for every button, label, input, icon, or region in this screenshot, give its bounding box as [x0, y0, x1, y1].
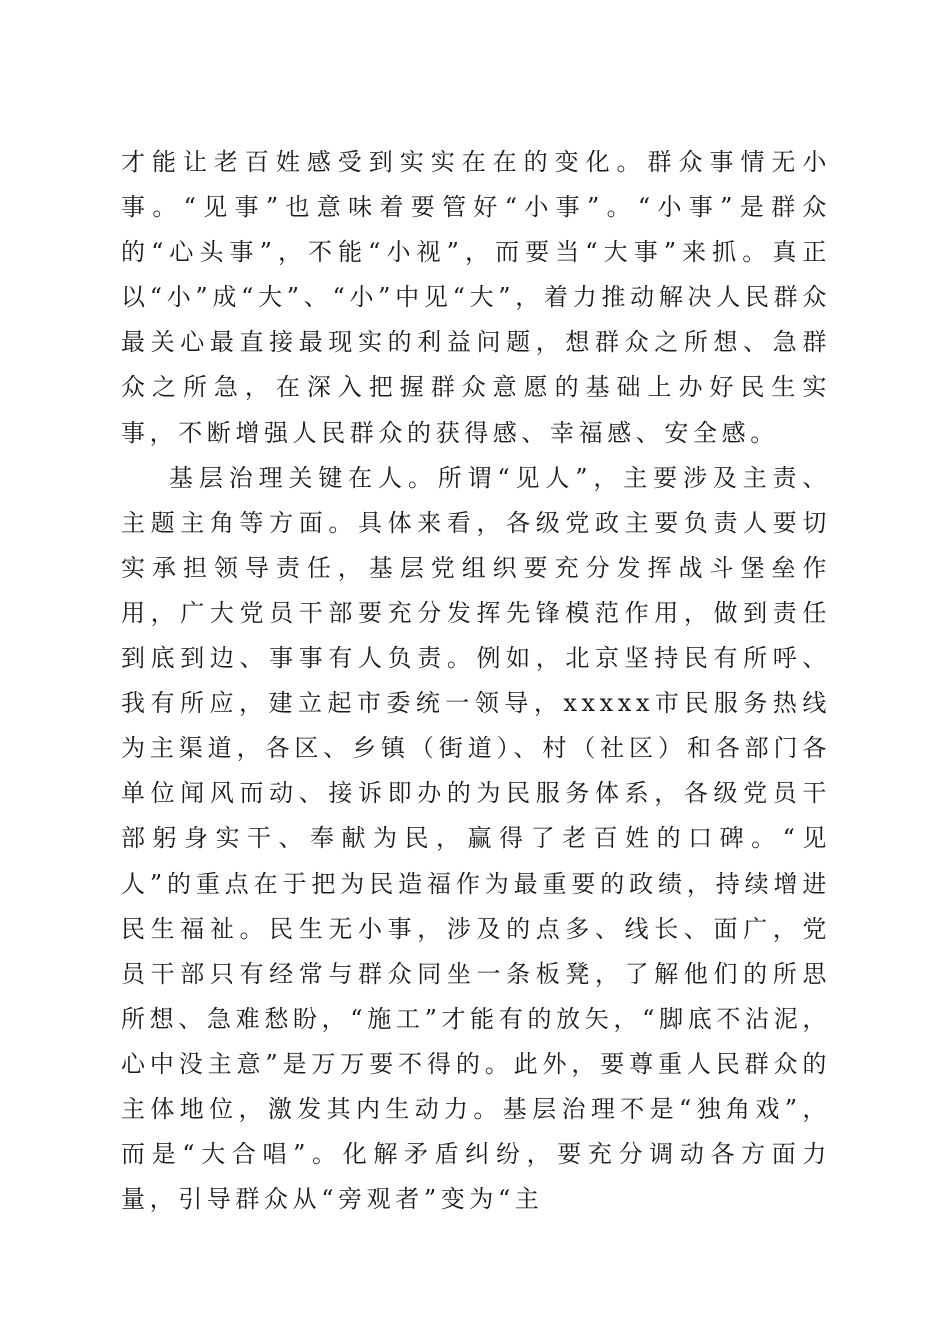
paragraph-continued: 才能让老百姓感受到实实在在的变化。群众事情无小事。“见事”也意味着要管好“小事”。“小事”是群众的“心头事”，不能“小视”，而要当“大事”来抓。真正以“小”成“大”、“小”中见“大”，着力推动解决人民群众最关心最直接最现实的利益问题，想群众之所想、急群众之所急，在深入把握群众意愿的基础上办好民生实事，不断增强人民群众的获得感、幸福感、安全感。	[121, 148, 831, 447]
paragraph-grassroots-governance: 基层治理关键在人。所谓“见人”，主要涉及主责、主题主角等方面。具体来看，各级党政主要负责人要切实承担领导责任，基层党组织要充分发挥战斗堡垒作用，广大党员干部要充分发挥先锋模范作用，做到责任到底到边、事事有人负责。例如，北京坚持民有所呼、我有所应，建立起市委统一领导，xxxxx市民服务热线为主渠道，各区、乡镇（街道）、村（社区）和各部门各单位闻风而动、接诉即办的为民服务体系，各级党员干部躬身实干、奉献为民，赢得了老百姓的口碑。“见人”的重点在于把为民造福作为最重要的政绩，持续增进民生福祉。民生无小事，涉及的点多、线长、面广，党员干部只有经常与群众同坐一条板凳，了解他们的所思所想、急难愁盼，“施工”才能有的放矢，“脚底不沾泥，心中没主意”是万万要不得的。此外，要尊重人民群众的主体地位，激发其内生动力。基层治理不是“独角戏”，而是“大合唱”。化解矛盾纠纷，要充分调动各方面力量，引导群众从“旁观者”变为“主	[121, 463, 831, 1214]
body-text	[121, 140, 831, 1222]
